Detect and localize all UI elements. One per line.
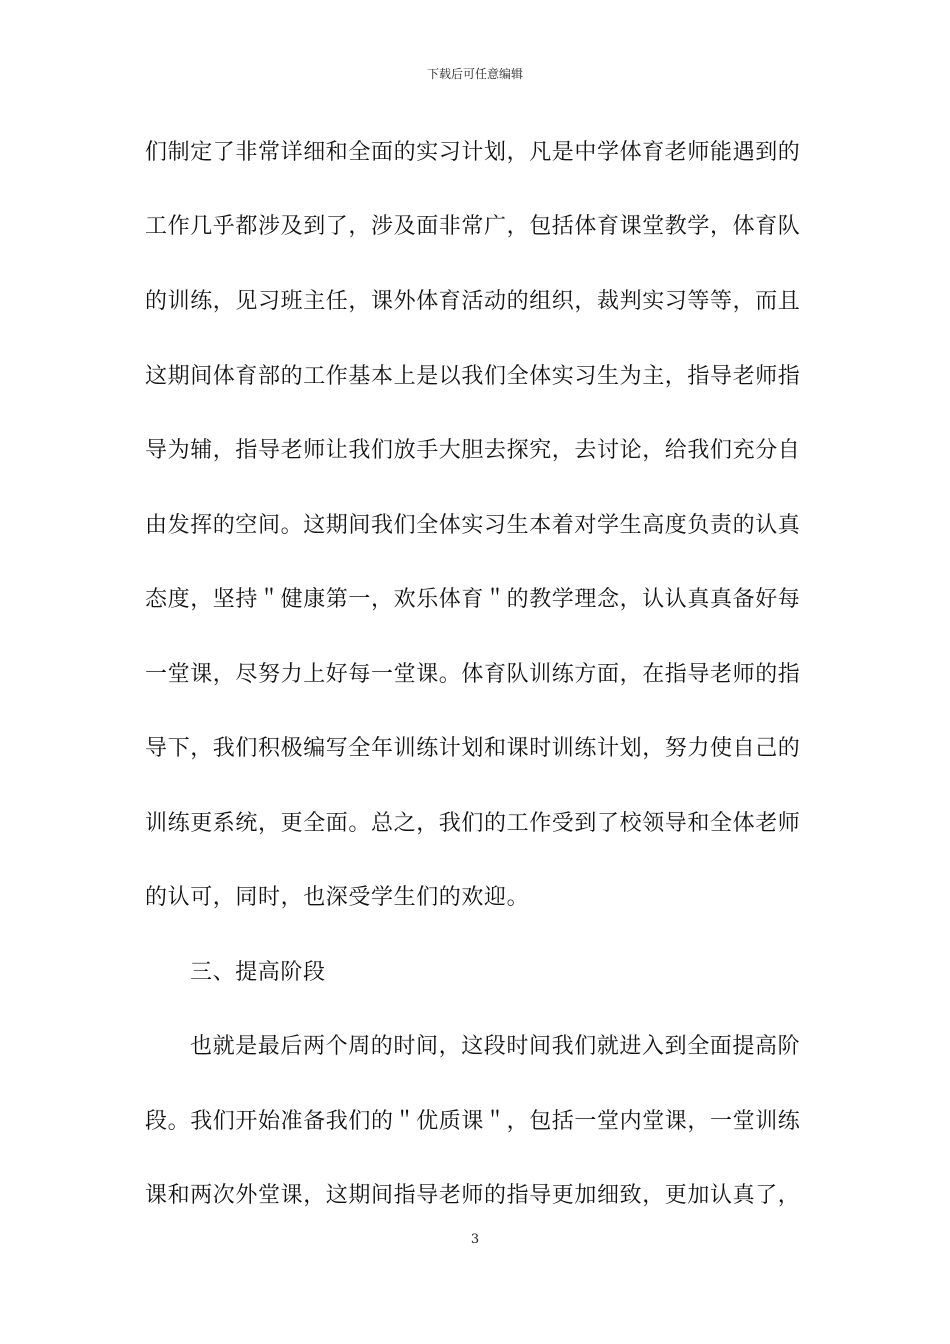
body-text-line: 们制定了非常详细和全面的实习计划，凡是中学体育老师能遇到的 [145,140,801,165]
body-text-line: 也就是最后两个周的时间，这段时间我们就进入到全面提高阶 [190,1034,801,1059]
body-text-line: 的训练，见习班主任，课外体育活动的组织，裁判实习等等，而且 [145,289,801,314]
body-text-line: 一堂课，尽努力上好每一堂课。体育队训练方面，在指导老师的指 [145,662,801,687]
body-text-line: 课和两次外堂课，这期间指导老师的指导更加细致，更加认真了， [145,1183,801,1208]
section-heading: 三、提高阶段 [190,960,326,985]
body-text-line: 段。我们开始准备我们的＂优质课＂，包括一堂内堂课，一堂训练 [145,1109,801,1134]
page-header: 下载后可任意编辑 [426,67,523,81]
page-number: 3 [470,1232,480,1247]
body-text-line: 训练更系统，更全面。总之，我们的工作受到了校领导和全体老师 [145,811,801,836]
body-text-line: 工作几乎都涉及到了，涉及面非常广，包括体育课堂教学，体育队 [145,214,801,239]
body-text-line: 态度，坚持＂健康第一，欢乐体育＂的教学理念，认认真真备好每 [145,587,801,612]
body-text-line: 导下，我们积极编写全年训练计划和课时训练计划，努力使自己的 [145,736,801,761]
body-text-line: 这期间体育部的工作基本上是以我们全体实习生为主，指导老师指 [145,364,801,389]
body-text-line: 导为辅，指导老师让我们放手大胆去探究，去讨论，给我们充分自 [145,438,801,463]
body-text-line: 的认可，同时，也深受学生们的欢迎。 [145,885,530,910]
body-text-line: 由发挥的空间。这期间我们全体实习生本着对学生高度负责的认真 [145,513,801,538]
